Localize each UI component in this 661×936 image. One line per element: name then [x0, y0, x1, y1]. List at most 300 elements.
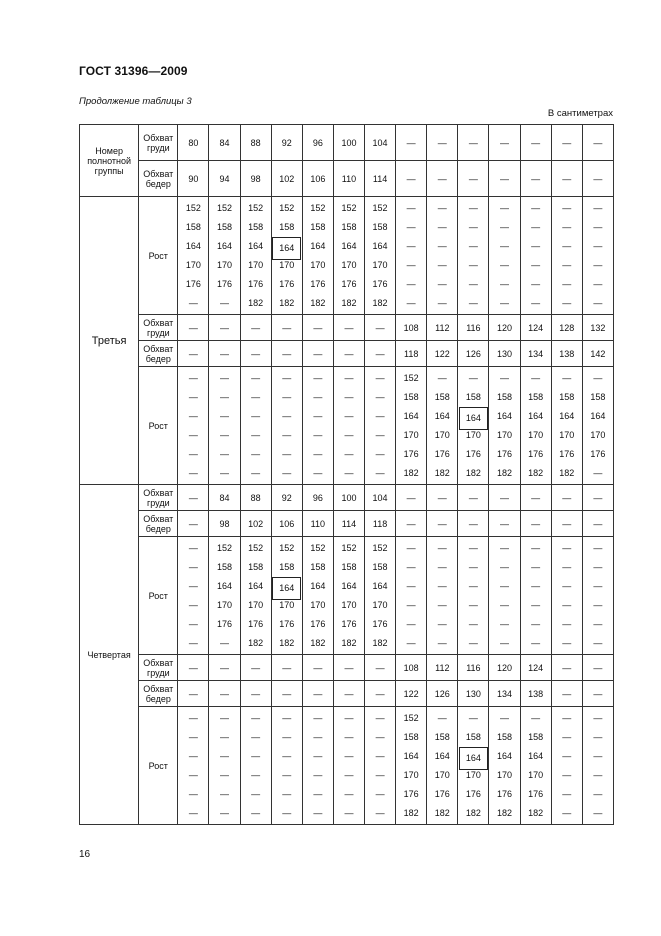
- height-value-text: 152: [217, 202, 233, 213]
- height-value: [458, 709, 488, 728]
- girth-value: 112: [427, 655, 458, 681]
- height-value-text: —: [344, 429, 354, 440]
- height-value: [303, 596, 333, 615]
- height-value: [209, 294, 239, 313]
- height-value: [521, 747, 551, 766]
- height-value-text: —: [500, 618, 509, 629]
- height-value: [334, 275, 364, 294]
- girth-row: [80, 655, 614, 681]
- girth-value: 92: [271, 485, 302, 511]
- height-value-text: —: [188, 448, 198, 459]
- height-value-text: —: [188, 429, 198, 440]
- height-value-text: —: [251, 372, 261, 383]
- height-value: [427, 275, 457, 294]
- height-column: [333, 707, 364, 825]
- girth-value: —: [520, 511, 551, 537]
- height-value-text: 176: [310, 278, 326, 289]
- height-value: [178, 407, 208, 426]
- height-value-text: 176: [403, 788, 419, 799]
- height-value: [489, 407, 519, 426]
- height-value: [396, 445, 426, 464]
- girth-value: —: [209, 341, 240, 367]
- height-value-text: —: [531, 599, 541, 610]
- girth-value: 130: [489, 341, 520, 367]
- height-value-text: —: [344, 467, 354, 478]
- height-value-text: 164: [528, 410, 544, 421]
- girth-value: —: [489, 485, 520, 511]
- height-value-text: 176: [279, 618, 295, 629]
- height-value-text: 170: [279, 259, 295, 270]
- height-value-text: —: [220, 637, 230, 648]
- height-value: [303, 577, 333, 596]
- height-column: [551, 707, 582, 825]
- height-value: [209, 369, 239, 388]
- height-value: [427, 747, 457, 766]
- height-value: [272, 728, 302, 747]
- height-value: [396, 804, 426, 823]
- height-value-text: —: [468, 637, 478, 648]
- height-column: [209, 707, 240, 825]
- height-value: [583, 218, 613, 237]
- height-value: [489, 218, 519, 237]
- height-value: [334, 804, 364, 823]
- height-value-text: 182: [372, 297, 388, 308]
- height-value-text: 176: [248, 618, 264, 629]
- height-value: [365, 256, 395, 275]
- girth-row: [80, 341, 614, 367]
- height-value: [521, 615, 551, 634]
- height-value-text: —: [562, 372, 572, 383]
- height-value: [334, 464, 364, 483]
- height-value: [272, 275, 302, 294]
- chest-girth-value: 84: [209, 125, 240, 161]
- height-value: [272, 426, 302, 445]
- height-column: [458, 367, 489, 485]
- height-column: [365, 367, 396, 485]
- height-value-text: —: [468, 202, 478, 213]
- height-column: [427, 197, 458, 315]
- height-value: [303, 539, 333, 558]
- height-value-text: —: [406, 221, 416, 232]
- height-value: [583, 709, 613, 728]
- height-value: [427, 199, 457, 218]
- height-value: [521, 445, 551, 464]
- height-value: [521, 388, 551, 407]
- hip-girth-value: 110: [333, 161, 364, 197]
- group-number-header: Номер полнотной группы: [80, 125, 139, 197]
- height-value: [427, 804, 457, 823]
- height-value: [521, 407, 551, 426]
- height-value: [396, 709, 426, 728]
- header-row-chest: [80, 125, 614, 161]
- height-value-text: 176: [496, 788, 513, 799]
- height-value: [583, 275, 613, 294]
- height-value-text: —: [375, 788, 385, 799]
- girth-value: 126: [458, 341, 489, 367]
- girth-value: —: [427, 485, 458, 511]
- height-column: [396, 367, 427, 485]
- height-value-text: —: [188, 372, 198, 383]
- height-value: [209, 728, 239, 747]
- units-note: В сантиметрах: [547, 108, 613, 119]
- height-label: Рост: [139, 367, 178, 485]
- height-value: [303, 634, 333, 653]
- height-value-text: —: [251, 467, 261, 478]
- height-value: [458, 294, 488, 313]
- height-value: [241, 577, 271, 596]
- height-value: [427, 218, 457, 237]
- height-value-text: —: [282, 391, 292, 402]
- height-value: [521, 464, 551, 483]
- height-value: [303, 407, 333, 426]
- height-value-text: 158: [310, 561, 326, 572]
- height-value: [303, 388, 333, 407]
- girth-value: —: [396, 485, 427, 511]
- header-row-hips: [80, 161, 614, 197]
- height-value-text: —: [500, 278, 509, 289]
- height-value-text: —: [406, 580, 416, 591]
- height-value: [583, 577, 613, 596]
- height-value: [272, 577, 302, 596]
- height-value: [552, 199, 582, 218]
- height-value-text: —: [375, 391, 385, 402]
- height-value-text: —: [468, 221, 478, 232]
- girth-value: 110: [302, 511, 333, 537]
- height-value: [521, 785, 551, 804]
- height-value: [365, 804, 395, 823]
- girth-value: 108: [396, 655, 427, 681]
- height-value-text: —: [313, 448, 323, 459]
- height-value-text: —: [344, 807, 354, 818]
- height-value-text: —: [593, 788, 603, 799]
- height-value-text: —: [251, 429, 261, 440]
- height-value-text: —: [375, 769, 385, 780]
- chest-girth-value: —: [551, 125, 582, 161]
- height-value: [365, 445, 395, 464]
- height-value-text: —: [344, 372, 354, 383]
- girth-row: [80, 681, 614, 707]
- height-value: [303, 426, 333, 445]
- height-value-text: 164: [403, 750, 419, 761]
- girth-value: 106: [271, 511, 302, 537]
- height-value: [241, 369, 271, 388]
- height-column: [240, 707, 271, 825]
- height-value-text: —: [593, 542, 603, 553]
- height-value: [583, 464, 613, 483]
- height-value: [396, 596, 426, 615]
- hip-girth-value: 114: [365, 161, 396, 197]
- height-value-text: —: [375, 467, 385, 478]
- height-value-text: 158: [341, 221, 357, 232]
- height-value: [521, 634, 551, 653]
- height-column: [333, 537, 364, 655]
- height-value: [241, 804, 271, 823]
- height-value-text: —: [437, 712, 447, 723]
- girth-value: 104: [365, 485, 396, 511]
- height-value: [178, 369, 208, 388]
- height-value: [521, 218, 551, 237]
- height-value: [178, 388, 208, 407]
- girth-value: —: [240, 341, 271, 367]
- height-value: [303, 728, 333, 747]
- height-value-text: 152: [248, 542, 264, 553]
- height-value-text: 170: [279, 599, 295, 610]
- height-value-text: —: [593, 807, 603, 818]
- girth-value: 128: [551, 315, 582, 341]
- height-value: [303, 709, 333, 728]
- hip-girth-value: —: [489, 161, 520, 197]
- height-column: [271, 367, 302, 485]
- height-value-text: —: [344, 731, 354, 742]
- height-value: [178, 294, 208, 313]
- height-value-text: 152: [403, 372, 419, 383]
- girth-value: —: [396, 511, 427, 537]
- height-value-text: —: [344, 391, 354, 402]
- height-value: [241, 766, 271, 785]
- height-value: [241, 747, 271, 766]
- height-value-text: 164: [310, 580, 326, 591]
- height-value-text: 164: [372, 240, 388, 251]
- height-value-text: —: [313, 807, 323, 818]
- girth-value: —: [551, 655, 582, 681]
- height-value: [583, 369, 613, 388]
- height-value-text: 158: [559, 391, 575, 402]
- height-value: [521, 237, 551, 256]
- height-value-text: —: [313, 391, 323, 402]
- group-name-1: Третья: [80, 197, 139, 485]
- height-value-text: —: [500, 580, 509, 591]
- height-value: [396, 747, 426, 766]
- height-value-text: —: [282, 731, 292, 742]
- height-value-text: 182: [528, 467, 544, 478]
- height-value: [272, 294, 302, 313]
- height-column: [365, 197, 396, 315]
- height-value-text: 164: [403, 410, 419, 421]
- height-value-text: —: [468, 297, 478, 308]
- height-value-text: —: [188, 788, 198, 799]
- height-value: [583, 804, 613, 823]
- height-value: [458, 445, 488, 464]
- height-value: [241, 596, 271, 615]
- height-value-text: 164: [590, 410, 606, 421]
- height-value: [489, 747, 519, 766]
- height-value-text: 170: [185, 259, 201, 270]
- height-value-text: 164: [185, 240, 201, 251]
- height-value-text: —: [313, 467, 323, 478]
- height-value: [365, 785, 395, 804]
- girth-value: —: [240, 655, 271, 681]
- height-column: [240, 197, 271, 315]
- girth-value: 116: [458, 655, 489, 681]
- hip-girth-value: —: [427, 161, 458, 197]
- height-value: [552, 596, 582, 615]
- height-value: [272, 237, 302, 256]
- height-value: [489, 294, 519, 313]
- girth-value: 126: [427, 681, 458, 707]
- height-value-text: —: [437, 240, 447, 251]
- height-value-text: —: [220, 448, 230, 459]
- height-value-text: 152: [217, 542, 233, 553]
- girth-value: —: [551, 485, 582, 511]
- height-value-text: —: [562, 618, 572, 629]
- height-value: [458, 388, 488, 407]
- height-value-text: —: [437, 221, 447, 232]
- height-value-text: 176: [372, 278, 388, 289]
- height-value: [178, 199, 208, 218]
- height-value: [334, 785, 364, 804]
- height-value-text: 158: [279, 221, 295, 232]
- height-value: [178, 558, 208, 577]
- height-value: [334, 445, 364, 464]
- height-column: [458, 197, 489, 315]
- chest-girth-value: —: [582, 125, 613, 161]
- height-value-text: —: [220, 391, 230, 402]
- height-value: [427, 369, 457, 388]
- height-value-text: 152: [279, 542, 295, 553]
- height-value-text: —: [531, 297, 541, 308]
- height-value-text: —: [188, 769, 198, 780]
- height-value-text: 164: [217, 580, 233, 591]
- girth-value: —: [178, 655, 209, 681]
- height-value: [427, 464, 457, 483]
- height-value-text: 152: [310, 202, 326, 213]
- height-value: [178, 709, 208, 728]
- height-value: [365, 275, 395, 294]
- height-value: [489, 709, 519, 728]
- height-value: [458, 596, 488, 615]
- height-value: [427, 577, 457, 596]
- girth-value: —: [520, 485, 551, 511]
- height-value-text: —: [188, 637, 198, 648]
- height-value: [458, 615, 488, 634]
- height-value: [489, 577, 519, 596]
- hip-girth-value: 94: [209, 161, 240, 197]
- height-value-text: —: [468, 561, 478, 572]
- height-value-text: 164: [248, 580, 264, 591]
- height-column: [209, 367, 240, 485]
- height-value-text: 182: [496, 467, 513, 478]
- height-value: [209, 426, 239, 445]
- height-value: [178, 275, 208, 294]
- height-value: [583, 388, 613, 407]
- height-value-text: —: [344, 788, 354, 799]
- height-value-text: 158: [248, 561, 264, 572]
- height-value: [334, 539, 364, 558]
- height-value-text: —: [406, 561, 416, 572]
- girth-value: —: [365, 315, 396, 341]
- height-value-text: —: [344, 712, 354, 723]
- height-value-text: —: [406, 259, 416, 270]
- height-value-text: 182: [310, 637, 326, 648]
- height-value-text: 152: [403, 712, 419, 723]
- girth-value: 98: [209, 511, 240, 537]
- girth-value: 122: [427, 341, 458, 367]
- height-value: [272, 747, 302, 766]
- height-value: [521, 804, 551, 823]
- height-value: [583, 558, 613, 577]
- height-value: [178, 426, 208, 445]
- height-value: [427, 388, 457, 407]
- height-value-text: —: [468, 278, 478, 289]
- height-value-text: —: [437, 561, 447, 572]
- height-value: [334, 558, 364, 577]
- height-column: [520, 367, 551, 485]
- girth-value: 132: [582, 315, 613, 341]
- height-value-text: —: [531, 580, 541, 591]
- height-value-text: —: [437, 599, 447, 610]
- height-value-text: 182: [465, 807, 481, 818]
- height-column: [582, 367, 613, 485]
- height-value-text: 158: [465, 731, 481, 742]
- height-value-text: —: [531, 278, 541, 289]
- girth-value: —: [582, 511, 613, 537]
- height-value: [552, 558, 582, 577]
- height-value-text: —: [437, 259, 447, 270]
- chest-girth-value: 104: [365, 125, 396, 161]
- height-value-text: 182: [528, 807, 544, 818]
- height-value: [396, 728, 426, 747]
- height-value-text: —: [437, 618, 447, 629]
- girth-value: —: [551, 511, 582, 537]
- height-value-text: 182: [496, 807, 513, 818]
- height-value-text: —: [282, 807, 292, 818]
- height-value: [552, 539, 582, 558]
- girth-value: —: [240, 315, 271, 341]
- height-value-text: 158: [372, 221, 388, 232]
- height-value: [272, 785, 302, 804]
- height-value: [489, 464, 519, 483]
- height-value: [334, 294, 364, 313]
- height-value: [365, 558, 395, 577]
- height-column: [582, 197, 613, 315]
- height-value-text: 170: [248, 259, 264, 270]
- height-value: [521, 275, 551, 294]
- height-value: [458, 199, 488, 218]
- height-value-text: —: [468, 580, 478, 591]
- height-value-text: 176: [434, 788, 450, 799]
- height-value: [489, 596, 519, 615]
- height-value-text: 158: [434, 731, 450, 742]
- height-value-text: —: [562, 221, 572, 232]
- chest-girth-value: —: [427, 125, 458, 161]
- chest-girth-value: 92: [271, 125, 302, 161]
- height-value-text: 152: [341, 202, 357, 213]
- height-column: [302, 707, 333, 825]
- height-value-text: —: [313, 731, 323, 742]
- height-value-text: 158: [434, 391, 450, 402]
- height-value-text: —: [437, 580, 447, 591]
- height-value: [552, 407, 582, 426]
- height-value: [365, 615, 395, 634]
- height-value-text: 176: [559, 448, 575, 459]
- height-value-text: 182: [559, 467, 575, 478]
- height-value-text: —: [406, 297, 416, 308]
- height-column: [520, 537, 551, 655]
- height-value-text: 182: [403, 807, 419, 818]
- height-value: [427, 728, 457, 747]
- height-column: [489, 537, 520, 655]
- height-value-text: 176: [403, 448, 419, 459]
- height-value-text: —: [468, 372, 478, 383]
- height-value: [241, 199, 271, 218]
- height-value: [396, 369, 426, 388]
- height-value-text: 164: [372, 580, 388, 591]
- height-value: [396, 218, 426, 237]
- height-value-text: —: [188, 580, 198, 591]
- height-column: [427, 367, 458, 485]
- height-block-row: [80, 367, 614, 485]
- height-value-text: —: [500, 202, 509, 213]
